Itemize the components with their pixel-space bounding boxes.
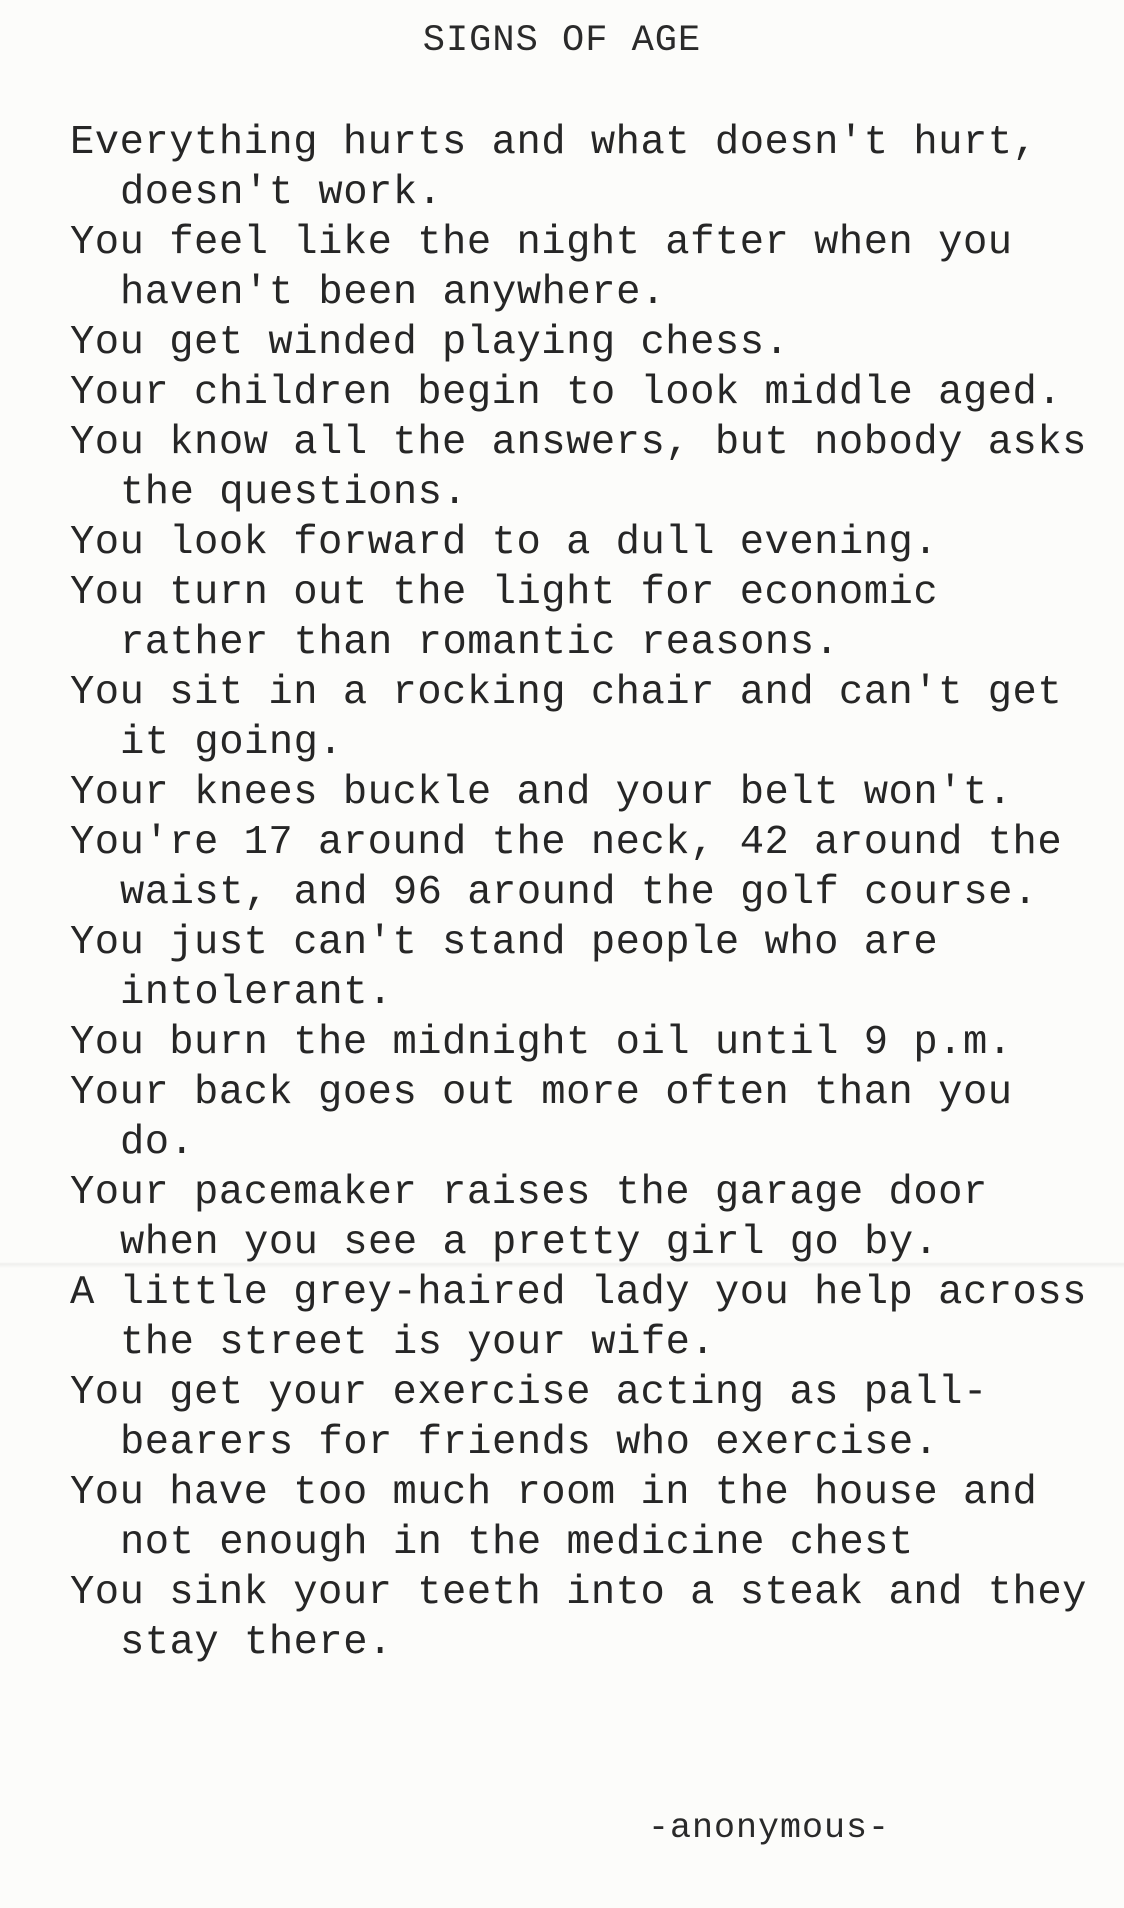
poem-line: You sink your teeth into a steak and they stay there. (70, 1570, 1087, 1666)
poem-line: You feel like the night after when you haven't been anywhere. (70, 220, 1013, 316)
document-title: SIGNS OF AGE (422, 20, 702, 62)
author-signature: -anonymous- (648, 1808, 891, 1848)
poem-list (70, 118, 1110, 1668)
poem-line: You get your exercise acting as pall-bearers for friends who exercise. (70, 1370, 988, 1466)
poem-line: Your pacemaker raises the garage door when you see a pretty girl go by. (70, 1170, 988, 1266)
poem-line: You just can't stand people who are intolerant. (70, 920, 939, 1016)
poem-line: Everything hurts and what doesn't hurt, doesn't work. (70, 120, 1038, 216)
poem-line: You get winded playing chess. (70, 320, 790, 366)
poem-line: Your children begin to look middle aged. (70, 370, 1063, 416)
poem-line: You have too much room in the house and not enough in the medicine chest (70, 1470, 1038, 1566)
poem-line: You look forward to a dull evening. (70, 520, 939, 566)
poem-line: You sit in a rocking chair and can't get it going. (70, 670, 1063, 766)
poem-line: You're 17 around the neck, 42 around the waist, and 96 around the golf course. (70, 820, 1063, 916)
poem-line: Your knees buckle and your belt won't. (70, 770, 1013, 816)
poem-line: You turn out the light for economic rather than romantic reasons. (70, 570, 939, 666)
poem-line: A little grey-haired lady you help across the street is your wife. (70, 1270, 1087, 1366)
poem-line: You know all the answers, but nobody asks the questions. (70, 420, 1087, 516)
poem-line: Your back goes out more often than you do. (70, 1070, 1013, 1166)
poem-line: You burn the midnight oil until 9 p.m. (70, 1020, 1013, 1066)
